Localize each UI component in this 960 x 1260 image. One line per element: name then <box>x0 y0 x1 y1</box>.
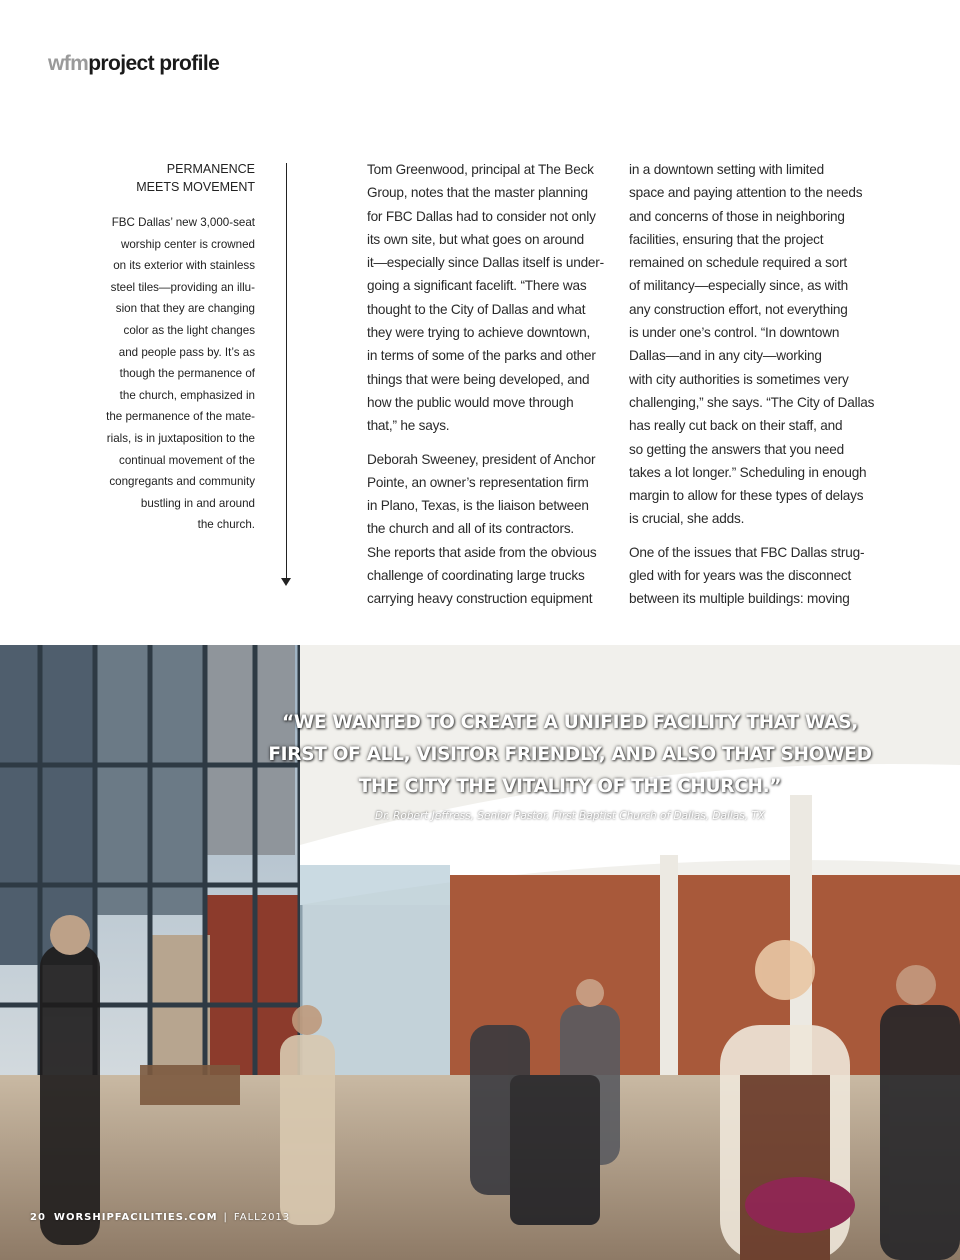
header-title: project profile <box>88 52 220 75</box>
quote-line: FIRST OF ALL, VISITOR FRIENDLY, AND ALSO THAT SHOWED <box>268 744 872 765</box>
sidebar-line: and people pass by. It’s as <box>118 345 255 359</box>
body-line: things that were being developed, and <box>367 371 590 387</box>
body-line: is crucial, she adds. <box>629 511 745 527</box>
sidebar-line: rials, is in juxtaposition to the <box>106 431 255 445</box>
body-line: space and paying attention to the needs <box>629 185 863 201</box>
pull-quote <box>240 707 900 803</box>
body-line: challenge of coordinating large trucks <box>367 568 585 584</box>
body-line: its own site, but what goes on around <box>367 231 585 247</box>
quote-line: THE CITY THE VITALITY OF THE CHURCH.” <box>358 776 782 797</box>
body-line: it—especially since Dallas itself is under- <box>367 255 604 271</box>
body-line: and concerns of those in neighboring <box>629 208 845 224</box>
sidebar-line: worship center is crowned <box>120 237 255 251</box>
sidebar-line: FBC Dallas’ new 3,000-seat <box>111 216 255 229</box>
body-line: remained on schedule required a sort <box>629 255 847 271</box>
body-line: She reports that aside from the obvious <box>367 544 597 560</box>
sidebar-title-line: PERMANENCE <box>166 162 255 176</box>
arrow-down-icon <box>281 578 291 586</box>
body-line: so getting the answers that you need <box>629 441 844 457</box>
sidebar-text <box>100 212 255 536</box>
body-line: has really cut back on their staff, and <box>629 418 843 434</box>
body-line: in terms of some of the parks and other <box>367 348 596 364</box>
body-line: in Plano, Texas, is the liaison between <box>367 498 589 514</box>
page-number: 20 <box>30 1212 46 1223</box>
quote-line: “WE WANTED TO CREATE A UNIFIED FACILITY THAT WAS, <box>281 712 858 733</box>
sidebar-line: steel tiles—providing an illu- <box>110 280 255 294</box>
header-prefix: wfm <box>48 52 89 75</box>
body-line: they were trying to achieve downtown, <box>367 325 591 341</box>
article-column-2 <box>629 158 874 611</box>
body-line: with city authorities is sometimes very <box>629 371 849 387</box>
sidebar-line: the permanence of the mate- <box>106 410 255 424</box>
body-line: between its multiple buildings: moving <box>629 591 850 607</box>
sidebar-title-line: MEETS MOVEMENT <box>136 180 255 194</box>
body-line: in a downtown setting with limited <box>629 162 824 177</box>
body-line: the church and all of its contractors. <box>367 521 574 537</box>
body-line: thought to the City of Dallas and what <box>367 301 586 317</box>
body-line: for FBC Dallas had to consider not only <box>367 208 596 224</box>
body-line: Group, notes that the master planning <box>367 185 588 201</box>
sidebar-line: bustling in and around <box>140 496 255 510</box>
sidebar-line: on its exterior with stainless <box>113 259 255 273</box>
footer-separator: | <box>223 1212 228 1223</box>
sidebar-line: color as the light changes <box>123 323 255 337</box>
page-footer <box>30 1212 290 1223</box>
body-line: going a significant facelift. “There was <box>367 278 587 294</box>
body-line: Pointe, an owner’s representation firm <box>367 474 589 490</box>
sidebar-line: sion that they are changing <box>115 302 255 316</box>
sidebar-line: the church. <box>197 518 255 532</box>
body-line: takes a lot longer.” Scheduling in enough <box>629 464 867 480</box>
body-line: margin to allow for these types of delays <box>629 488 864 504</box>
body-line: gled with for years was the disconnect <box>629 568 852 584</box>
body-line: Dallas—and in any city—working <box>629 348 822 364</box>
sidebar-line: the church, emphasized in <box>119 388 255 402</box>
article-column-1 <box>367 158 612 611</box>
sidebar-callout <box>100 160 255 536</box>
body-line: One of the issues that FBC Dallas strug- <box>629 544 865 560</box>
body-line: how the public would move through <box>367 394 574 410</box>
body-line: is under one’s control. “In downtown <box>629 325 840 341</box>
body-line: challenging,” she says. “The City of Dallas <box>629 394 875 410</box>
page-header <box>48 52 219 76</box>
divider-arrow-line <box>286 163 287 579</box>
body-line: Deborah Sweeney, president of Anchor <box>367 451 596 467</box>
sidebar-line: congregants and community <box>109 475 255 489</box>
footer-issue: FALL2013 <box>233 1212 291 1223</box>
sidebar-line: though the permanence of <box>119 367 255 381</box>
paragraph-gap <box>367 438 612 448</box>
paragraph-gap <box>629 531 874 541</box>
body-line: facilities, ensuring that the project <box>629 231 824 247</box>
sidebar-line: continual movement of the <box>119 453 255 467</box>
quote-attribution: Dr. Robert Jeffress, Senior Pastor, First Baptist Church of Dallas, Dallas, TX <box>375 810 765 822</box>
body-line: carrying heavy construction equipment <box>367 591 593 607</box>
body-line: that,” he says. <box>367 418 450 434</box>
sidebar-title <box>100 160 255 196</box>
footer-site: WORSHIPFACILITIES.COM <box>53 1212 218 1223</box>
body-line: any construction effort, not everything <box>629 301 848 317</box>
body-line: of militancy—especially since, as with <box>629 278 849 294</box>
body-line: Tom Greenwood, principal at The Beck <box>367 162 594 177</box>
